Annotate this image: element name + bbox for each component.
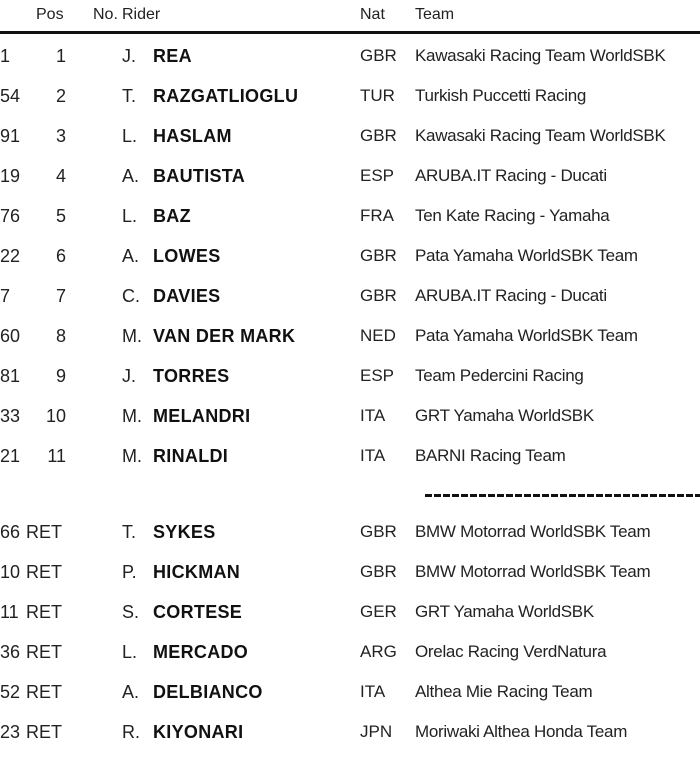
rider-surname: MERCADO (153, 642, 249, 662)
rider-surname: REA (153, 46, 192, 66)
nationality: ITA (360, 406, 386, 425)
nationality: GBR (360, 246, 397, 265)
nationality: GBR (360, 522, 397, 541)
rider-initial: A. (122, 166, 140, 186)
team-name: Moriwaki Althea Honda Team (415, 722, 628, 741)
rider-initial: C. (122, 286, 140, 306)
nationality: ESP (360, 166, 395, 185)
rider-number: 91 (0, 126, 21, 146)
position: RET (26, 562, 62, 582)
rider-surname: KIYONARI (153, 722, 244, 742)
team-name: BARNI Racing Team (415, 446, 566, 465)
position: 6 (55, 246, 66, 266)
rider-surname: HICKMAN (153, 562, 241, 582)
team-name: BMW Motorrad WorldSBK Team (415, 522, 651, 541)
position: RET (26, 522, 62, 542)
position: 2 (55, 86, 66, 106)
table-row (0, 204, 700, 228)
rider-initial: T. (122, 86, 137, 106)
rider-number: 22 (0, 246, 21, 266)
rider-initial: S. (122, 602, 140, 622)
rider-surname: SYKES (153, 522, 216, 542)
rider-surname: RAZGATLIOGLU (153, 86, 299, 106)
rider-number: 23 (0, 722, 21, 742)
header-no: No. (93, 6, 118, 23)
team-name: Ten Kate Racing - Yamaha (415, 206, 610, 225)
header-team: Team (415, 6, 455, 23)
table-row (0, 364, 700, 388)
rider-surname: CORTESE (153, 602, 243, 622)
rider-initial: J. (122, 366, 137, 386)
rider-surname: VAN DER MARK (153, 326, 296, 346)
rider-surname: LOWES (153, 246, 221, 266)
team-name: Turkish Puccetti Racing (415, 86, 587, 105)
header-divider (0, 31, 700, 34)
rider-surname: RINALDI (153, 446, 229, 466)
header-pos: Pos (36, 6, 64, 23)
table-row (0, 720, 700, 744)
rider-initial: A. (122, 246, 140, 266)
rider-surname: TORRES (153, 366, 230, 386)
nationality: ITA (360, 682, 386, 701)
header-rider: Rider (122, 6, 161, 23)
rider-initial: L. (122, 126, 138, 146)
rider-initial: R. (122, 722, 140, 742)
nationality: GBR (360, 46, 397, 65)
table-row (0, 680, 700, 704)
rider-surname: BAZ (153, 206, 191, 226)
rider-number: 60 (0, 326, 21, 346)
table-row (0, 44, 700, 68)
rider-number: 36 (0, 642, 21, 662)
team-name: ARUBA.IT Racing - Ducati (415, 286, 607, 305)
position: RET (26, 642, 62, 662)
team-name: Althea Mie Racing Team (415, 682, 593, 701)
rider-number: 11 (0, 602, 19, 622)
rider-surname: BAUTISTA (153, 166, 246, 186)
rider-initial: L. (122, 206, 138, 226)
position: RET (26, 602, 62, 622)
table-row (0, 600, 700, 624)
rider-initial: M. (122, 406, 142, 426)
position: 8 (55, 326, 66, 346)
nationality: NED (360, 326, 396, 345)
position: 11 (47, 446, 66, 466)
table-row (0, 284, 700, 308)
rider-initial: L. (122, 642, 138, 662)
rider-surname: MELANDRI (153, 406, 251, 426)
nationality: TUR (360, 86, 395, 105)
table-row (0, 124, 700, 148)
rider-initial: A. (122, 682, 140, 702)
nationality: GBR (360, 286, 397, 305)
nationality: ARG (360, 642, 397, 661)
rider-surname: HASLAM (153, 126, 232, 146)
rider-number: 76 (0, 206, 21, 226)
table-row (0, 560, 700, 584)
rider-number: 10 (0, 562, 21, 582)
rider-initial: M. (122, 446, 142, 466)
rider-initial: T. (122, 522, 137, 542)
table-row (0, 244, 700, 268)
team-name: BMW Motorrad WorldSBK Team (415, 562, 651, 581)
position: 9 (55, 366, 66, 386)
position: 1 (55, 46, 66, 66)
nationality: ESP (360, 366, 395, 385)
rider-surname: DELBIANCO (153, 682, 263, 702)
rider-number: 81 (0, 366, 21, 386)
position: RET (26, 682, 62, 702)
team-name: Orelac Racing VerdNatura (415, 642, 607, 661)
rider-number: 54 (0, 86, 21, 106)
table-row (0, 404, 700, 428)
rider-surname: DAVIES (153, 286, 221, 306)
nationality: GBR (360, 126, 397, 145)
nationality: GBR (360, 562, 397, 581)
rider-initial: M. (122, 326, 142, 346)
header-nat: Nat (360, 6, 385, 23)
nationality: JPN (360, 722, 393, 741)
rider-number: 1 (0, 46, 11, 66)
nationality: FRA (360, 206, 394, 225)
rider-number: 19 (0, 166, 21, 186)
team-name: Pata Yamaha WorldSBK Team (415, 326, 638, 345)
position: 5 (55, 206, 66, 226)
rider-number: 52 (0, 682, 21, 702)
table-row (0, 84, 700, 108)
position: 10 (45, 406, 66, 426)
rider-number: 21 (0, 446, 21, 466)
table-row (0, 324, 700, 348)
rider-number: 33 (0, 406, 21, 426)
nationality: ITA (360, 446, 386, 465)
table-row (0, 520, 700, 544)
team-name: ARUBA.IT Racing - Ducati (415, 166, 607, 185)
team-name: Pata Yamaha WorldSBK Team (415, 246, 638, 265)
team-name: GRT Yamaha WorldSBK (415, 602, 594, 621)
position: 3 (55, 126, 66, 146)
position: 4 (55, 166, 66, 186)
rider-initial: J. (122, 46, 137, 66)
team-name: Team Pedercini Racing (415, 366, 584, 385)
rider-number: 7 (0, 286, 11, 306)
table-row (0, 640, 700, 664)
team-name: Kawasaki Racing Team WorldSBK (415, 46, 666, 65)
rider-initial: P. (122, 562, 137, 582)
team-name: Kawasaki Racing Team WorldSBK (415, 126, 666, 145)
table-row (0, 444, 700, 468)
position: RET (26, 722, 62, 742)
nationality: GER (360, 602, 397, 621)
rider-number: 66 (0, 522, 21, 542)
table-row (0, 164, 700, 188)
team-name: GRT Yamaha WorldSBK (415, 406, 594, 425)
position: 7 (55, 286, 66, 306)
retired-separator (425, 494, 700, 497)
